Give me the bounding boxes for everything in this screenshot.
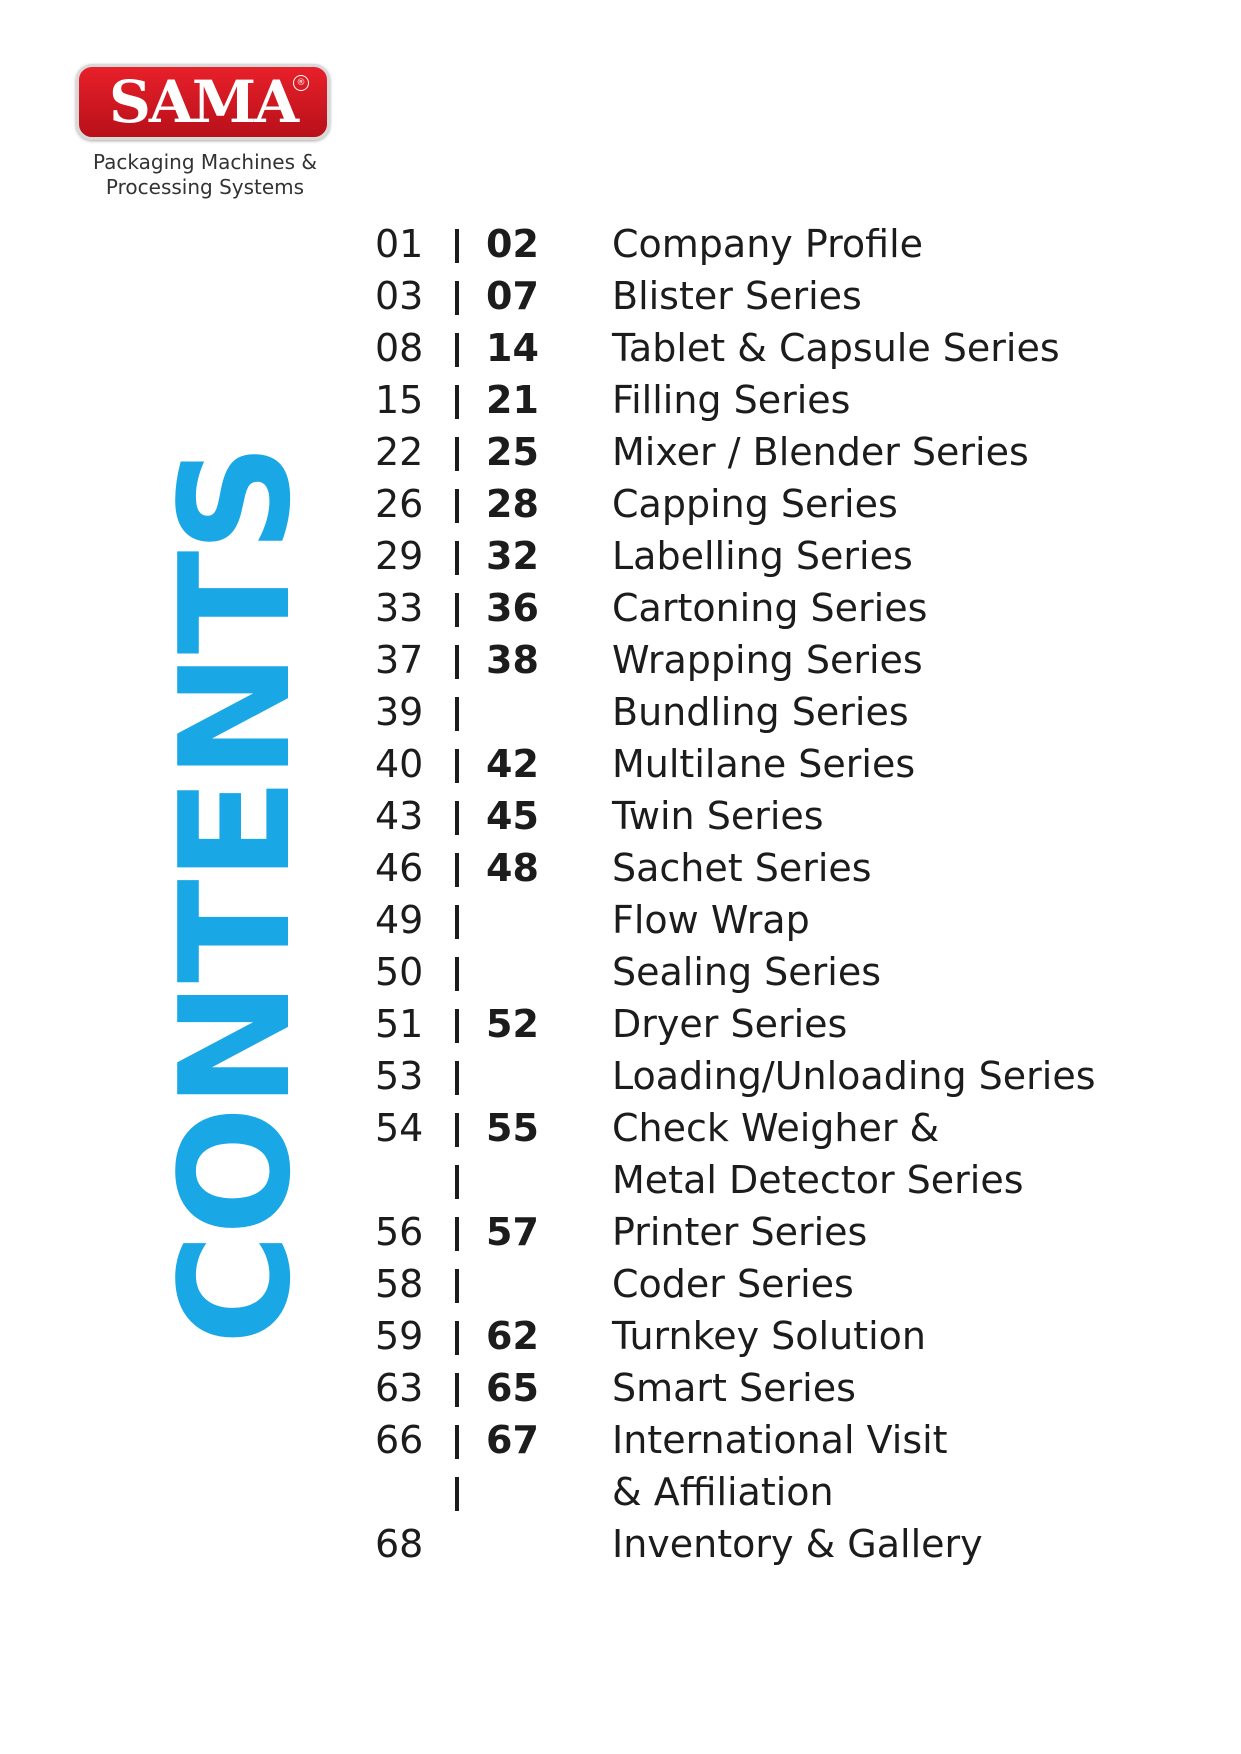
toc-separator bbox=[455, 281, 459, 315]
toc-start-page: 56 bbox=[375, 1210, 424, 1254]
logo-text: SAMA bbox=[108, 68, 298, 136]
toc-separator bbox=[455, 1061, 459, 1095]
toc-separator bbox=[455, 697, 459, 731]
toc-title: Sachet Series bbox=[612, 846, 872, 890]
toc-separator bbox=[455, 801, 459, 835]
toc-start-page: 37 bbox=[375, 638, 424, 682]
toc-title: Multilane Series bbox=[612, 742, 916, 786]
toc-title: Metal Detector Series bbox=[612, 1158, 1024, 1202]
toc-end-page: 07 bbox=[486, 274, 539, 318]
toc-end-page: 45 bbox=[486, 794, 539, 838]
toc-end-page: 14 bbox=[486, 326, 539, 370]
tagline-line-1: Packaging Machines & bbox=[93, 150, 317, 174]
toc-start-page: 53 bbox=[375, 1054, 424, 1098]
toc-end-page: 28 bbox=[486, 482, 539, 526]
toc-separator bbox=[455, 229, 459, 263]
toc-start-page: 26 bbox=[375, 482, 424, 526]
toc-separator bbox=[455, 385, 459, 419]
toc-separator bbox=[455, 905, 459, 939]
toc-separator bbox=[455, 957, 459, 991]
toc-end-page: 48 bbox=[486, 846, 539, 890]
toc-start-page: 58 bbox=[375, 1262, 424, 1306]
toc-start-page: 29 bbox=[375, 534, 424, 578]
toc-title: International Visit bbox=[612, 1418, 948, 1462]
toc-end-page: 02 bbox=[486, 222, 539, 266]
toc-end-page: 21 bbox=[486, 378, 539, 422]
toc-start-page: 40 bbox=[375, 742, 424, 786]
toc-end-page: 38 bbox=[486, 638, 539, 682]
toc-separator bbox=[455, 1217, 459, 1251]
toc-separator bbox=[455, 1269, 459, 1303]
toc-end-page: 65 bbox=[486, 1366, 539, 1410]
toc-separator bbox=[455, 645, 459, 679]
toc-start-page: 03 bbox=[375, 274, 424, 318]
toc-separator bbox=[455, 1425, 459, 1459]
toc-title: Check Weigher & bbox=[612, 1106, 940, 1150]
toc-title: Dryer Series bbox=[612, 1002, 848, 1046]
toc-title: Filling Series bbox=[612, 378, 851, 422]
toc-separator bbox=[455, 1113, 459, 1147]
toc-title: Smart Series bbox=[612, 1366, 856, 1410]
toc-title: Company Profile bbox=[612, 222, 924, 266]
toc-end-page: 42 bbox=[486, 742, 539, 786]
contents-heading: CONTENTS bbox=[147, 445, 324, 1345]
toc-separator bbox=[455, 1477, 459, 1511]
toc-start-page: 22 bbox=[375, 430, 424, 474]
toc-title: Loading/Unloading Series bbox=[612, 1054, 1096, 1098]
toc-start-page: 33 bbox=[375, 586, 424, 630]
toc-start-page: 01 bbox=[375, 222, 424, 266]
toc-start-page: 54 bbox=[375, 1106, 424, 1150]
toc-separator bbox=[455, 541, 459, 575]
toc-end-page: 36 bbox=[486, 586, 539, 630]
toc-start-page: 66 bbox=[375, 1418, 424, 1462]
toc-start-page: 49 bbox=[375, 898, 424, 942]
toc-start-page: 15 bbox=[375, 378, 424, 422]
toc-start-page: 46 bbox=[375, 846, 424, 890]
toc-start-page: 68 bbox=[375, 1522, 424, 1566]
toc-separator bbox=[455, 853, 459, 887]
toc-end-page: 52 bbox=[486, 1002, 539, 1046]
toc-separator bbox=[455, 489, 459, 523]
toc-end-page: 32 bbox=[486, 534, 539, 578]
toc-title: Wrapping Series bbox=[612, 638, 923, 682]
toc-end-page: 55 bbox=[486, 1106, 539, 1150]
toc-title: Twin Series bbox=[612, 794, 824, 838]
toc-title: Cartoning Series bbox=[612, 586, 928, 630]
toc-start-page: 43 bbox=[375, 794, 424, 838]
toc-title: Capping Series bbox=[612, 482, 898, 526]
toc-end-page: 25 bbox=[486, 430, 539, 474]
toc-start-page: 08 bbox=[375, 326, 424, 370]
toc-start-page: 50 bbox=[375, 950, 424, 994]
tagline-line-2: Processing Systems bbox=[105, 175, 305, 199]
toc-title: Inventory & Gallery bbox=[612, 1522, 983, 1566]
toc-title: Tablet & Capsule Series bbox=[612, 326, 1060, 370]
toc-separator bbox=[455, 1373, 459, 1407]
toc-title: Printer Series bbox=[612, 1210, 868, 1254]
toc-title: Turnkey Solution bbox=[612, 1314, 926, 1358]
toc-title: Sealing Series bbox=[612, 950, 882, 994]
toc-title: Blister Series bbox=[612, 274, 862, 318]
toc-separator bbox=[455, 749, 459, 783]
toc-start-page: 39 bbox=[375, 690, 424, 734]
toc-title: Flow Wrap bbox=[612, 898, 810, 942]
registered-mark-icon: ® bbox=[293, 75, 309, 91]
toc-title: Coder Series bbox=[612, 1262, 854, 1306]
brand-logo bbox=[76, 64, 330, 140]
toc-separator bbox=[455, 1009, 459, 1043]
toc-start-page: 59 bbox=[375, 1314, 424, 1358]
toc-start-page: 63 bbox=[375, 1366, 424, 1410]
toc-title: Bundling Series bbox=[612, 690, 909, 734]
toc-end-page: 57 bbox=[486, 1210, 539, 1254]
toc-end-page: 62 bbox=[486, 1314, 539, 1358]
brand-tagline bbox=[60, 150, 350, 200]
toc-separator bbox=[455, 1165, 459, 1199]
toc-separator bbox=[455, 1321, 459, 1355]
toc-separator bbox=[455, 437, 459, 471]
toc-title: Labelling Series bbox=[612, 534, 913, 578]
toc-title: Mixer / Blender Series bbox=[612, 430, 1029, 474]
toc-separator bbox=[455, 593, 459, 627]
toc-title: & Affiliation bbox=[612, 1470, 834, 1514]
toc-end-page: 67 bbox=[486, 1418, 539, 1462]
toc-start-page: 51 bbox=[375, 1002, 424, 1046]
toc-separator bbox=[455, 333, 459, 367]
